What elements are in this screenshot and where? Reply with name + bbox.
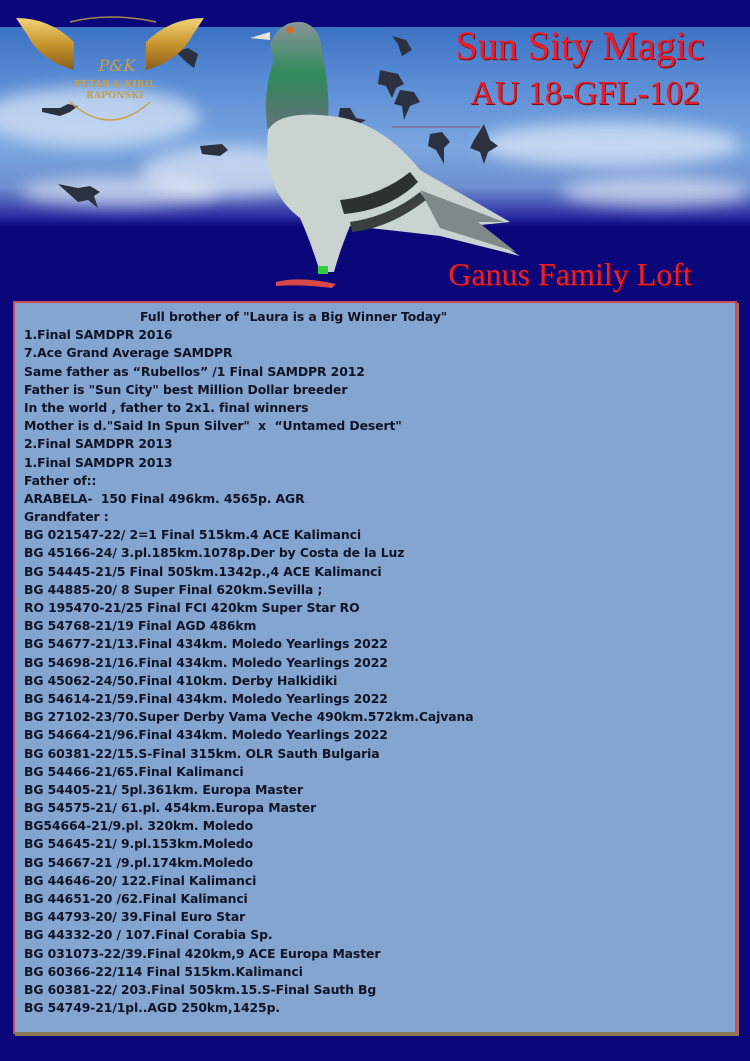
pedigree-panel: [13, 301, 737, 1034]
pedigree-line: BG 44793-20/ 39.Final Euro Star: [24, 909, 246, 925]
pedigree-line: Grandfater :: [24, 509, 109, 525]
pedigree-line: BG54664-21/9.pl. 320km. Moledo: [24, 818, 254, 834]
pedigree-line: ARABELA- 150 Final 496km. 4565p. AGR: [24, 490, 305, 506]
pedigree-line: 1.Final SAMDPR 2016: [24, 327, 173, 343]
pedigree-line: BG 44332-20 / 107.Final Corabia Sp.: [24, 927, 273, 943]
pedigree-line: BG 54768-21/19 Final AGD 486km: [24, 618, 257, 634]
logo-line-2: RAPONSKI: [86, 91, 144, 101]
pedigree-line: RO 195470-21/25 Final FCI 420km Super Star RO: [24, 600, 360, 615]
pedigree-line: BG 54575-21/ 61.pl. 454km.Europa Master: [24, 800, 317, 816]
pedigree-line: BG 60366-22/114 Final 515km.Kalimanci: [24, 963, 303, 979]
pedigree-line: BG 54445-21/5 Final 505km.1342p.,4 ACE Kalimanci: [24, 563, 382, 579]
pedigree-line: Mother is d."Said In Spun Silver" x “Untamed Desert": [24, 418, 402, 434]
pedigree-line: BG 60381-22/15.S-Final 315km. OLR Sauth Bulgaria: [24, 745, 380, 761]
pedigree-line: BG 27102-23/70.Super Derby Vama Veche 490km.572km.Cajvana: [24, 709, 474, 725]
pedigree-line: BG 54645-21/ 9.pl.153km.Moledo: [24, 836, 254, 852]
pedigree-line: BG 54698-21/16.Final 434km. Moledo Yearlings 2022: [24, 654, 388, 670]
pedigree-line: 7.Ace Grand Average SAMDPR: [24, 345, 233, 361]
pedigree-line: Father of::: [24, 472, 97, 488]
pedigree-line: BG 44646-20/ 122.Final Kalimanci: [24, 872, 257, 888]
pedigree-line: BG 60381-22/ 203.Final 505km.15.S-Final Sauth Bg: [24, 981, 377, 997]
logo-monogram: P&K: [98, 56, 136, 75]
pedigree-line: BG 54664-21/96.Final 434km. Moledo Yearlings 2022: [24, 727, 388, 743]
panel-heading: Full brother of "Laura is a Big Winner Today": [140, 309, 448, 324]
pedigree-line: BG 021547-22/ 2=1 Final 515km.4 ACE Kalimanci: [24, 527, 362, 543]
pedigree-line: BG 54677-21/13.Final 434km. Moledo Yearlings 2022: [24, 636, 388, 652]
pigeon-name-title: Sun Sity Magic: [455, 23, 705, 68]
pedigree-text: [24, 308, 729, 1017]
logo-line-1: PETAR & KIRIL: [74, 80, 156, 90]
pedigree-line: BG 54749-21/1pl..AGD 250km,1425p.: [24, 1000, 280, 1016]
pedigree-line: BG 54405-21/ 5pl.361km. Europa Master: [24, 781, 303, 797]
pedigree-line: BG 54614-21/59.Final 434km. Moledo Yearlings 2022: [24, 690, 388, 706]
pedigree-line: BG 54466-21/65.Final Kalimanci: [24, 763, 244, 779]
loft-name: Ganus Family Loft: [448, 256, 692, 292]
pedigree-line: BG 44885-20/ 8 Super Final 620km.Sevilla ;: [24, 581, 323, 597]
breeder-logo: [10, 10, 220, 130]
pedigree-line: BG 54667-21 /9.pl.174km.Moledo: [24, 854, 254, 870]
pedigree-line: BG 44651-20 /62.Final Kalimanci: [24, 891, 248, 906]
pedigree-line: BG 45166-24/ 3.pl.185km.1078p.Der by Costa de la Luz: [24, 545, 405, 561]
pedigree-line: In the world , father to 2x1. final winners: [24, 399, 309, 415]
pedigree-line: 1.Final SAMDPR 2013: [24, 454, 173, 470]
pedigree-line: 2.Final SAMDPR 2013: [24, 436, 173, 452]
pedigree-line: Father is "Sun City" best Million Dollar breeder: [24, 381, 348, 397]
pedigree-line: Same father as “Rubellos” /1 Final SAMDPR 2012: [24, 363, 365, 379]
ring-number-title: AU 18-GFL-102: [470, 75, 700, 112]
pedigree-line: BG 45062-24/50.Final 410km. Derby Halkidiki: [24, 672, 338, 688]
banner: [0, 0, 750, 300]
pedigree-line: BG 031073-22/39.Final 420km,9 ACE Europa Master: [24, 945, 381, 961]
